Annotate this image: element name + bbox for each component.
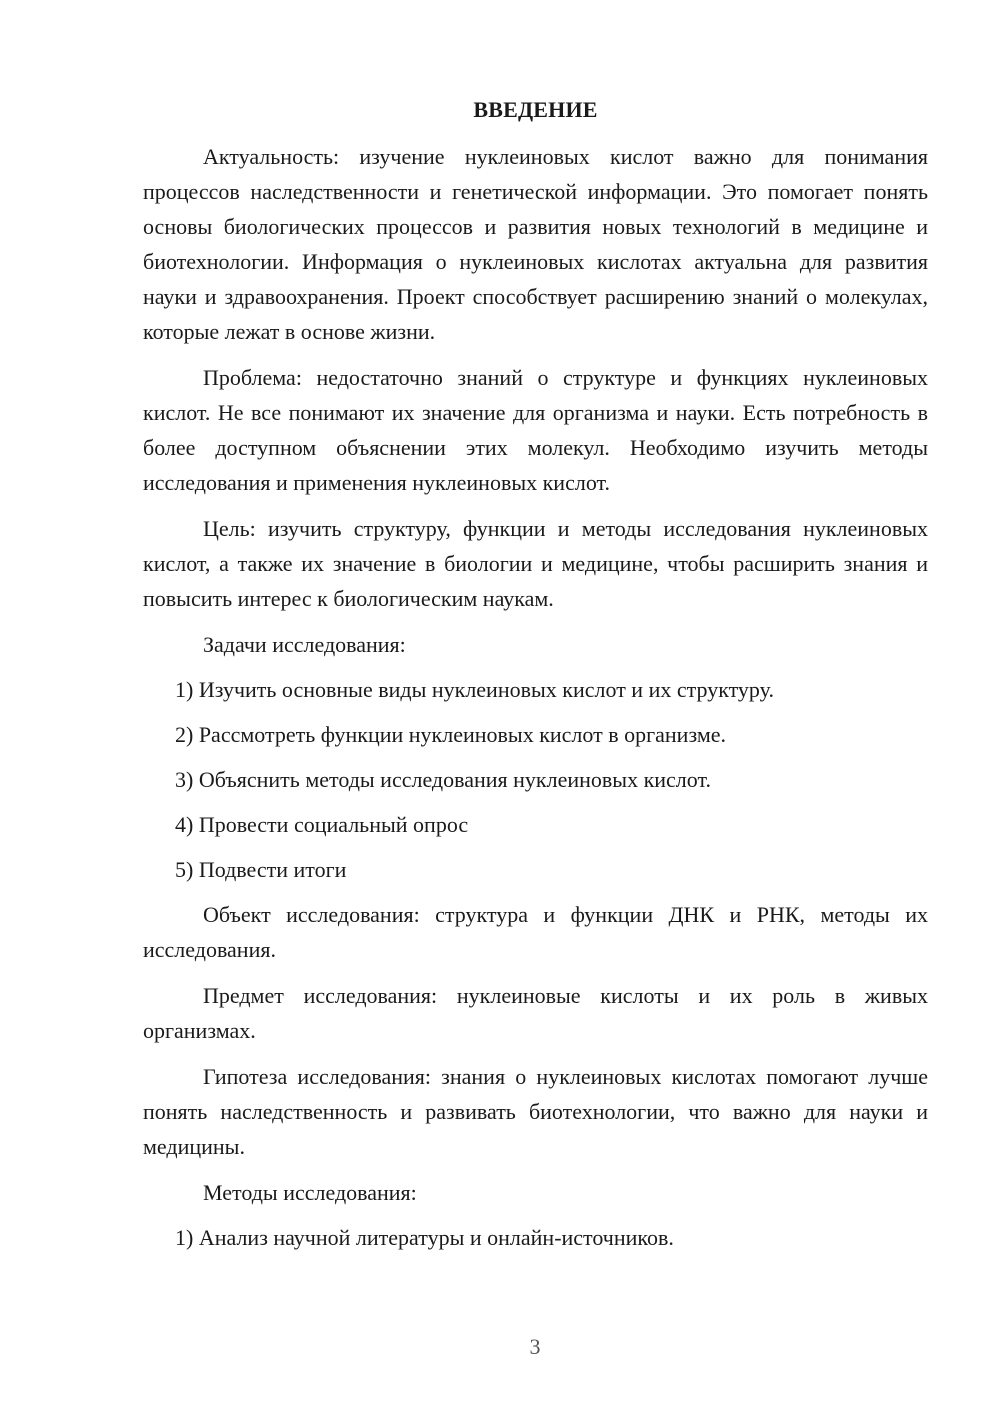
page-title: ВВЕДЕНИЕ: [473, 97, 598, 122]
list-item: 4) Провести социальный опрос: [175, 812, 469, 837]
tasks-list: [143, 672, 928, 887]
problem-paragraph: Проблема: недостаточно знаний о структуре и функциях нуклеиновых кислот. Не все понимают их значение для организма и науки. Есть потребность в более доступном объяснении этих молекул. Необходимо изучить методы исследования и применения нуклеиновых кислот.: [143, 365, 928, 495]
object-paragraph: Объект исследования: структура и функции ДНК и РНК, методы их исследования.: [143, 902, 928, 962]
hypothesis-paragraph: Гипотеза исследования: знания о нуклеиновых кислотах помогают лучше понять наследственность и развивать биотехнологии, что важно для науки и медицины.: [143, 1064, 928, 1159]
methods-list: [143, 1220, 928, 1255]
methods-heading: Методы исследования:: [203, 1180, 417, 1205]
list-item: 1) Изучить основные виды нуклеиновых кислот и их структуру.: [175, 677, 774, 702]
page-number: 3: [529, 1334, 541, 1359]
list-item: 5) Подвести итоги: [175, 857, 347, 882]
subject-paragraph: Предмет исследования: нуклеиновые кислоты и их роль в живых организмах.: [143, 983, 928, 1043]
list-item: 3) Объяснить методы исследования нуклеиновых кислот.: [175, 767, 711, 792]
list-item: 2) Рассмотреть функции нуклеиновых кислот в организме.: [175, 722, 727, 747]
list-item: 1) Анализ научной литературы и онлайн-источников.: [175, 1225, 674, 1250]
relevance-paragraph: Актуальность: изучение нуклеиновых кислот важно для понимания процессов наследственности и генетической информации. Это помогает понять основы биологических процессов и развития новых технологий в медицине и биотехнологии. Информация о нуклеиновых кислотах актуальна для развития науки и здравоохранения. Проект способствует расширению знаний о молекулах, которые лежат в основе жизни.: [143, 144, 928, 344]
document-page: [143, 92, 928, 1265]
tasks-heading: Задачи исследования:: [203, 632, 406, 657]
goal-paragraph: Цель: изучить структуру, функции и методы исследования нуклеиновых кислот, а также их значение в биологии и медицине, чтобы расширить знания и повысить интерес к биологическим наукам.: [143, 516, 928, 611]
